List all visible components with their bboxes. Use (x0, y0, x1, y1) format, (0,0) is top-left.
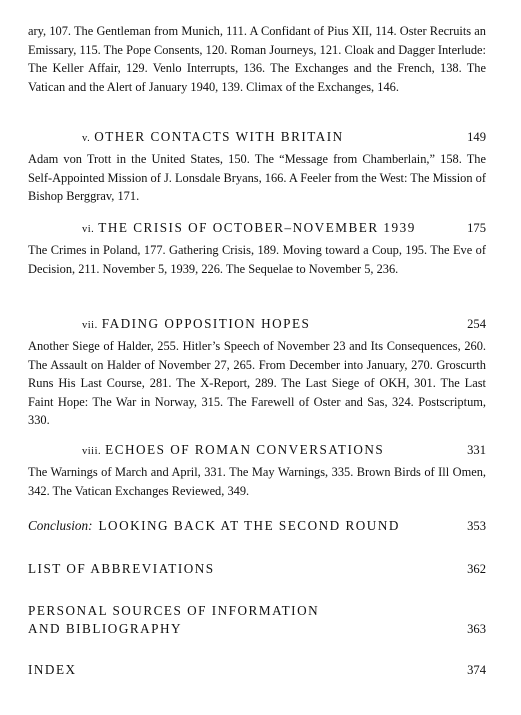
abbreviations-title: LIST OF ABBREVIATIONS (28, 561, 215, 576)
chapter-entry-vii (28, 315, 486, 430)
bibliography-page-number: 363 (467, 622, 486, 636)
chapter-description: The Warnings of March and April, 331. The May Warnings, 335. Brown Birds of Ill Omen, 342. The Vatican Exchanges Reviewed, 349. (28, 465, 486, 498)
chapter-title-text: FADING OPPOSITION HOPES (101, 316, 311, 331)
abbreviations-entry (28, 560, 486, 578)
chapter-heading (28, 315, 486, 335)
chapter-description: The Crimes in Poland, 177. Gathering Crisis, 189. Moving toward a Coup, 195. The Eve of Decision, 211. November 5, 1939, 226. The Sequelae to November 5, 236. (28, 243, 486, 276)
chapter-page-number: 331 (467, 443, 486, 457)
conclusion-heading (28, 517, 486, 535)
chapter-page-number: 254 (467, 317, 486, 331)
bibliography-title: PERSONAL SOURCES OF INFORMATION AND BIBLIOGRAPHY (28, 603, 320, 636)
conclusion-label: Conclusion: (28, 518, 93, 533)
bibliography-entry (28, 602, 486, 638)
chapter-numeral: viii. (82, 446, 102, 457)
chapter-title-text: OTHER CONTACTS WITH BRITAIN (94, 129, 344, 144)
chapter-title-text: ECHOES OF ROMAN CONVERSATIONS (105, 442, 385, 457)
abbreviations-page-number: 362 (467, 562, 486, 576)
bibliography-heading (28, 602, 486, 638)
chapter-title (82, 441, 384, 461)
chapter-page-number: 149 (467, 130, 486, 144)
index-page-number: 374 (467, 663, 486, 677)
chapter-numeral: vii. (82, 320, 98, 331)
abbreviations-heading (28, 560, 486, 578)
chapter-numeral: v. (82, 133, 91, 144)
conclusion-page-number: 353 (467, 519, 486, 533)
chapter-title-text: THE CRISIS OF OCTOBER–NOVEMBER 1939 (98, 220, 416, 235)
chapter-title (82, 128, 344, 148)
chapter-entry-viii (28, 441, 486, 500)
conclusion-title (28, 517, 400, 535)
chapter-title (82, 219, 416, 239)
chapter-page-number: 175 (467, 221, 486, 235)
chapter-heading (28, 441, 486, 461)
conclusion-title-text: LOOKING BACK AT THE SECOND ROUND (98, 518, 400, 533)
intro-paragraph: ary, 107. The Gentleman from Munich, 111. A Confidant of Pius XII, 114. Oster Recruits an Emissary, 115. The Pope Consents, 120. Roman Journeys, 121. Cloak and Dagger Interlude: The Keller Affair, 129. Venlo Interrupts, 136. The Exchanges and the French, 138. The Vatican and the Alert of January 1940, 139. Climax of the Exchanges, 146. (28, 24, 486, 94)
index-entry (28, 661, 486, 679)
chapter-title (82, 315, 310, 335)
index-title: INDEX (28, 662, 77, 677)
chapter-description: Another Siege of Halder, 255. Hitler’s Speech of November 23 and Its Consequences, 260. The Assault on Halder of November 27, 265. From December into January, 270. Groscurth Runs His Last Course, 281. The X-Report, 289. The Last Siege of OKH, 301. The Last Faint Hope: The War in Norway, 315. The Farewell of Oster and Sas, 324. Postscriptum, 330. (28, 339, 486, 427)
chapter-numeral: vi. (82, 224, 95, 235)
chapter-entry-v (28, 128, 486, 206)
chapter-entry-vi (28, 219, 486, 278)
index-heading (28, 661, 486, 679)
chapter-description: Adam von Trott in the United States, 150. The “Message from Chamberlain,” 158. The Self-Appointed Mission of J. Lonsdale Bryans, 166. A Feeler from the West: The Mission of Bishop Berggrav, 171. (28, 152, 486, 203)
chapter-heading (28, 219, 486, 239)
conclusion-entry (28, 517, 486, 535)
chapter-heading (28, 128, 486, 148)
